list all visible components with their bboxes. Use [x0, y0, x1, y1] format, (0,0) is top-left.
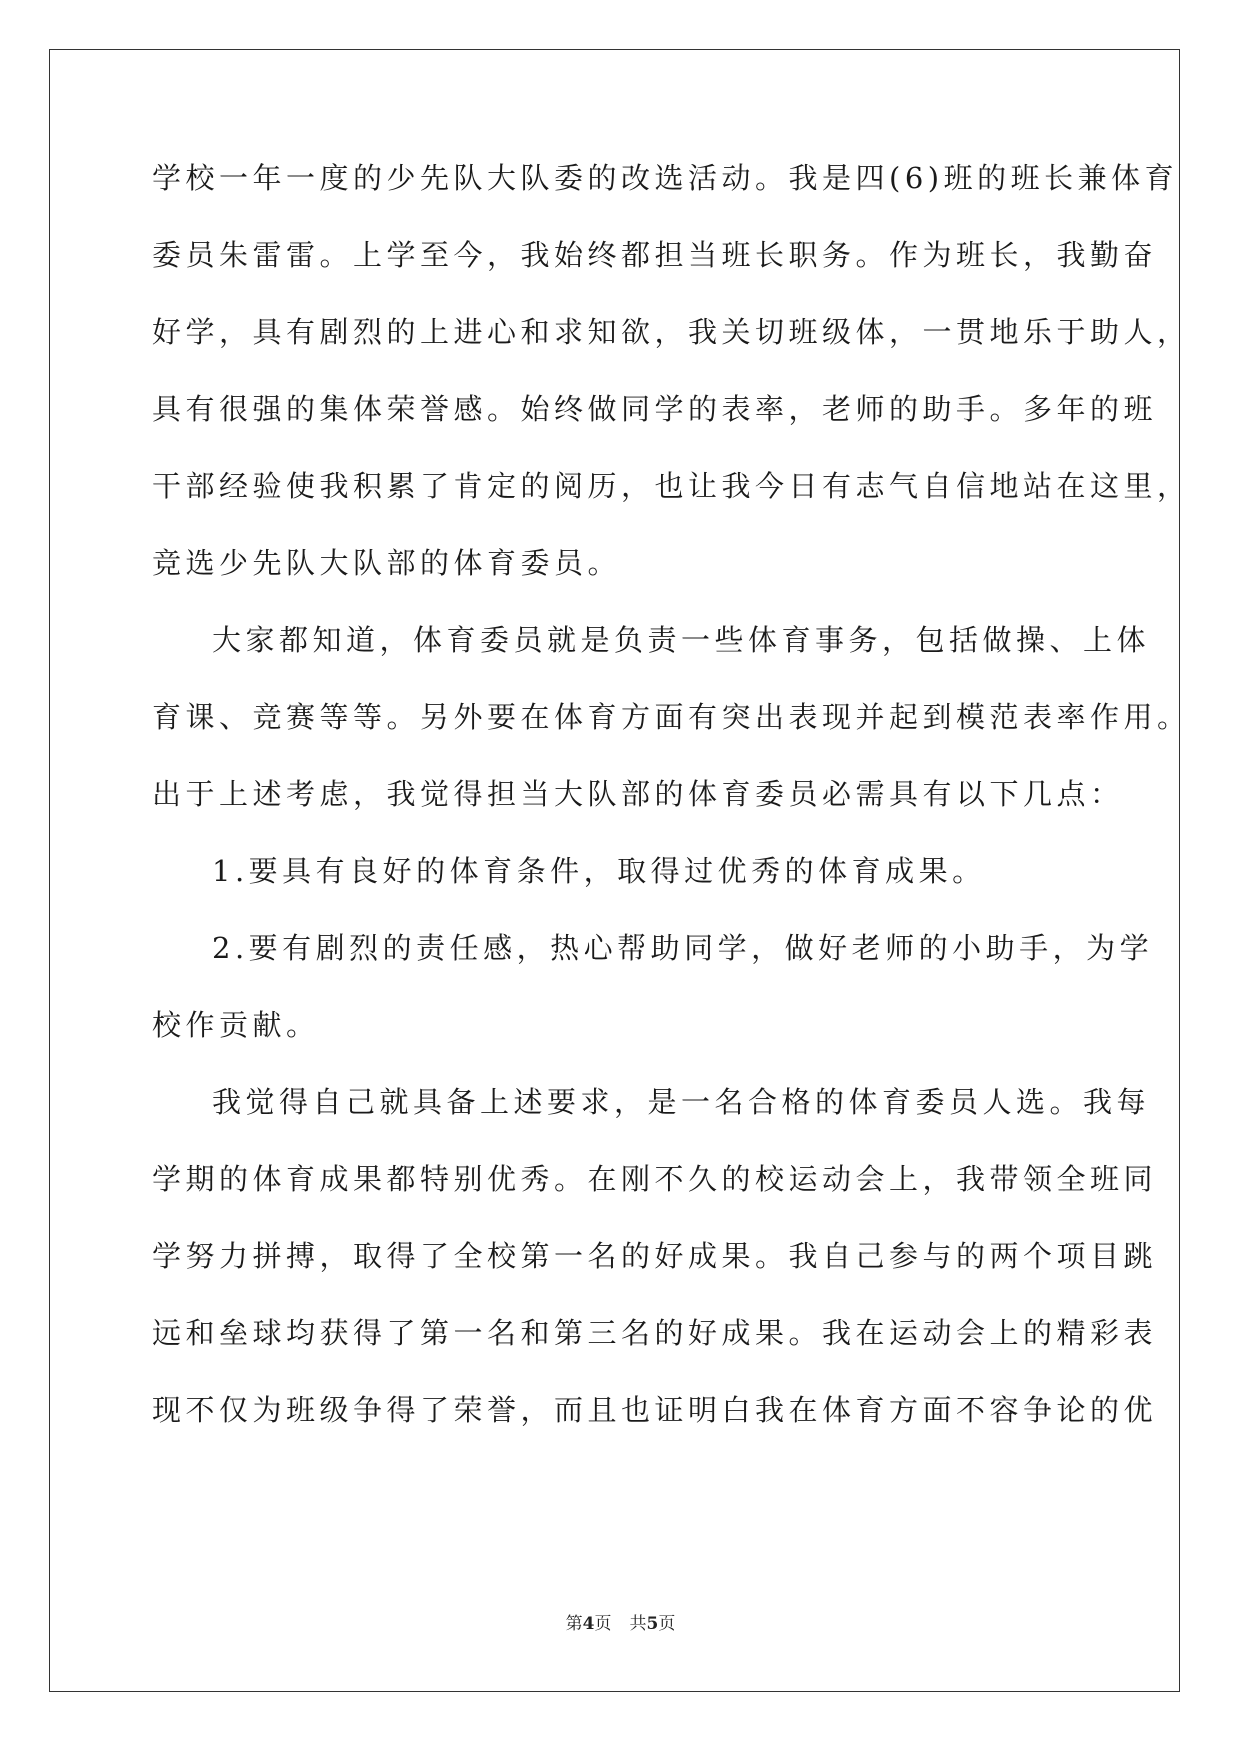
text-line: 具有很强的集体荣誉感。始终做同学的表率，老师的助手。多年的班 — [152, 392, 1158, 426]
text-line: 现不仅为班级争得了荣誉，而且也证明白我在体育方面不容争论的优 — [152, 1393, 1158, 1427]
total-prefix: 共 — [629, 1614, 647, 1634]
total-page-number: 5 — [646, 1614, 659, 1634]
text-line: 好学，具有剧烈的上进心和求知欲，我关切班级体，一贯地乐于助人， — [152, 315, 1191, 349]
text-line: 2.要有剧烈的责任感，热心帮助同学，做好老师的小助手，为学 — [212, 931, 1154, 965]
text-line: 校作贡献。 — [152, 1008, 320, 1042]
text-line: 我觉得自己就具备上述要求，是一名合格的体育委员人选。我每 — [212, 1085, 1151, 1119]
text-line: 1.要具有良好的体育条件，取得过优秀的体育成果。 — [212, 854, 986, 888]
text-line: 学校一年一度的少先队大队委的改选活动。我是四(6)班的班长兼体育 — [152, 161, 1179, 195]
text-line: 出于上述考虑，我觉得担当大队部的体育委员必需具有以下几点： — [152, 777, 1124, 811]
text-line: 大家都知道，体育委员就是负责一些体育事务，包括做操、上体 — [212, 623, 1151, 657]
page-footer — [0, 1612, 1241, 1636]
text-line: 学期的体育成果都特别优秀。在刚不久的校运动会上，我带领全班同 — [152, 1162, 1158, 1196]
total-unit: 页 — [658, 1614, 676, 1634]
page-prefix: 第 — [565, 1614, 583, 1634]
text-line: 干部经验使我积累了肯定的阅历，也让我今日有志气自信地站在这里， — [152, 469, 1191, 503]
text-line: 竞选少先队大队部的体育委员。 — [152, 546, 622, 580]
text-line: 委员朱雷雷。上学至今，我始终都担当班长职务。作为班长，我勤奋 — [152, 238, 1158, 272]
page-unit: 页 — [594, 1614, 612, 1634]
text-line: 学努力拼搏，取得了全校第一名的好成果。我自己参与的两个项目跳 — [152, 1239, 1158, 1273]
text-line: 远和垒球均获得了第一名和第三名的好成果。我在运动会上的精彩表 — [152, 1316, 1158, 1350]
text-line: 育课、竞赛等等。另外要在体育方面有突出表现并起到模范表率作用。 — [152, 700, 1191, 734]
current-page-number: 4 — [582, 1614, 595, 1634]
